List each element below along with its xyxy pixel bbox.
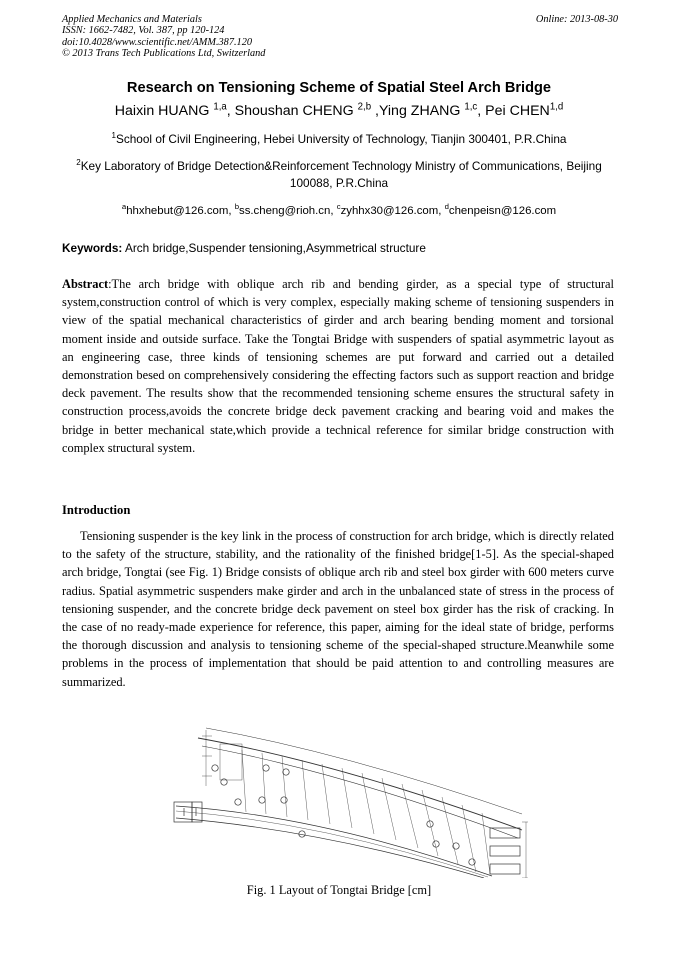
figure-caption: Fig. 1 Layout of Tongtai Bridge [cm]: [246, 883, 432, 897]
email-mark: c: [336, 202, 341, 212]
journal-name: Applied Mechanics and Materials: [62, 14, 202, 25]
introduction-heading: Introduction: [62, 503, 131, 517]
abstract-paragraph: [62, 275, 614, 457]
author-affil-mark: 1,c: [464, 101, 478, 113]
bridge-drawing: [174, 728, 528, 878]
affiliation-2: [60, 158, 618, 192]
paper-title: Research on Tensioning Scheme of Spatial Steel Arch Bridge: [126, 80, 552, 96]
author-name: Pei CHEN: [485, 103, 550, 119]
affiliation-number: 2: [76, 158, 81, 168]
author-sep: ,: [477, 103, 486, 119]
author-affil-mark: 2,b: [357, 101, 372, 113]
keywords-line: [62, 241, 426, 255]
email-address[interactable]: zyhhx30@126.com: [340, 205, 439, 217]
copyright-line: © 2013 Trans Tech Publications Ltd, Switzerland: [62, 48, 266, 60]
email-sep: ,: [330, 205, 337, 217]
introduction-paragraph: Tensioning suspender is the key link in the process of construction for arch bridge, which is directly related to the safety of the structure, stability, and the rationality of the finished bridge[1-5]. As the special-shaped arch bridge, Tongtai (see Fig. 1) Bridge consists of oblique arch rib and steel box girder with 600 meters curve radius. Spatial asymmetric suspenders make girder and arch in the unbalanced state of stress in the process of tensioning suspender, and the concrete bridge deck pavement on steel box girder has the risk of cracking. In the case of no ready-made experience for reference, this paper, aiming for the ideal state of bridge, performs the thorough discussion and analysis to tensioning scheme of the special-shaped structure.Meanwhile some problems in the process of implementation that should be paid attention to and controlling measures are summarized.: [62, 529, 614, 689]
doi-line[interactable]: doi:10.4028/www.scientific.net/AMM.387.120: [62, 36, 252, 48]
keywords-text: Arch bridge,Suspender tensioning,Asymmetrical structure: [124, 241, 426, 255]
author-sep: ,: [371, 103, 379, 119]
author-name: Ying ZHANG: [378, 103, 461, 119]
email-sep: ,: [438, 205, 445, 217]
email-address[interactable]: ss.cheng@rioh.cn: [239, 205, 331, 217]
journal-header: [62, 14, 618, 60]
email-address[interactable]: hhxhebut@126.com: [126, 205, 229, 217]
online-date: Online: 2013-08-30: [535, 14, 618, 25]
affiliation-1: [60, 131, 618, 148]
email-sep: ,: [228, 205, 235, 217]
bridge-layout-figure: [172, 716, 532, 878]
author-sep: ,: [226, 103, 235, 119]
author-name: Haixin HUANG: [114, 103, 210, 119]
email-list: [60, 203, 618, 220]
author-affil-mark: 1,d: [549, 101, 564, 113]
email-mark: d: [444, 202, 449, 212]
author-affil-mark: 1,a: [213, 101, 227, 113]
issn-line: ISSN: 1662-7482, Vol. 387, pp 120-124: [62, 25, 225, 37]
abstract-text: :The arch bridge with oblique arch rib and bending girder, as a special type of structural system,construction control of which is very complex, especially making scheme of tensioning suspenders in view of the spatial mechanical characteristics of girder and arch bearing bending moment and torsional moment inside and outside surface. Take the Tongtai Bridge with suspenders of spatial asymmetric layout as an engineering case, three kinds of tensioning schemes are put forward and carried out a detailed demonstration besed on comprehensively considering the effecting factors such as support reaction and bridge deck pavement. The results show that the recommended tensioning scheme ensures the structural safety in construction process,avoids the concrete bridge deck pavement cracking and bearing void and makes the bridge in better mechanical state,which provide a technical reference for similar bridge construction with complex structural system.: [62, 277, 614, 455]
affiliation-text: School of Civil Engineering, Hebei University of Technology, Tianjin 300401, P.R.China: [115, 132, 567, 146]
affiliation-text: Key Laboratory of Bridge Detection&Reinforcement Technology Ministry of Communications, Beijing 100088, P.R.China: [80, 159, 602, 190]
author-name: Shoushan CHENG: [234, 103, 354, 119]
abstract-label: Abstract: [62, 277, 109, 291]
affiliation-number: 1: [111, 131, 116, 141]
email-address[interactable]: chenpeisn@126.com: [448, 205, 557, 217]
email-mark: b: [234, 202, 239, 212]
email-mark: a: [121, 202, 127, 212]
keywords-label: Keywords:: [62, 241, 123, 255]
author-list: [0, 103, 678, 119]
